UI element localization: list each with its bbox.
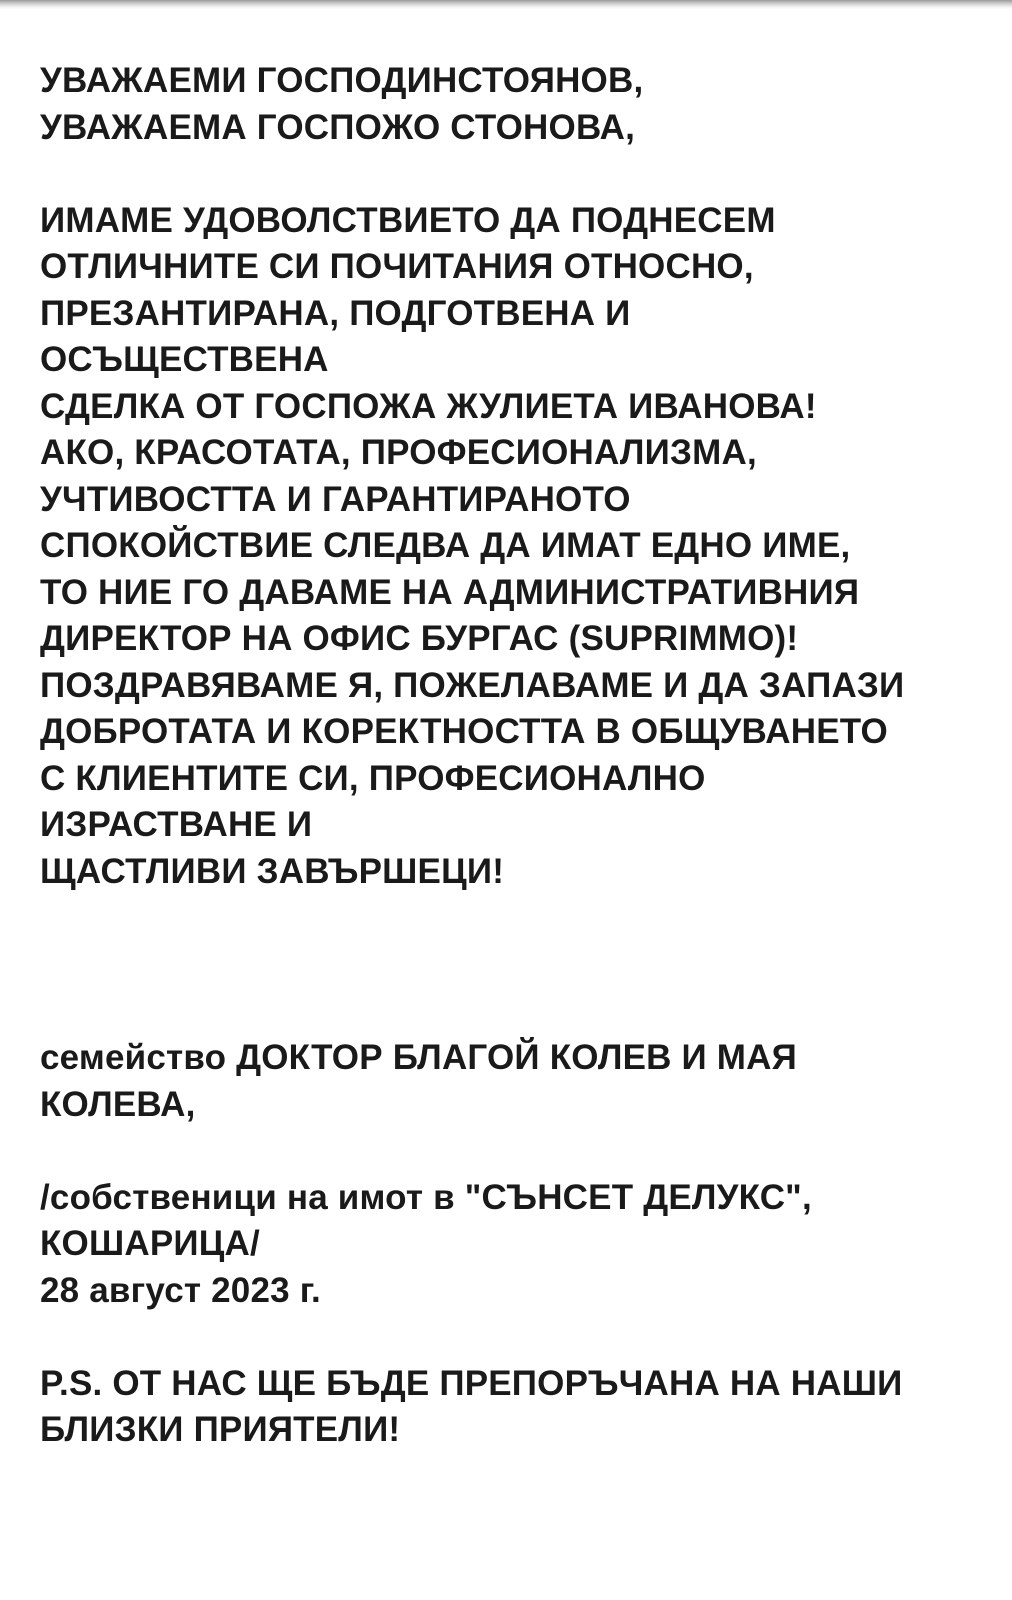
body-line: ЩАСТЛИВИ ЗАВЪРШЕЦИ!	[40, 851, 505, 891]
body-line: СПОКОЙСТВИЕ СЛЕДВА ДА ИМАТ ЕДНО ИМЕ,	[40, 526, 851, 565]
body-line: АКО, КРАСОТАТА, ПРОФЕСИОНАЛИЗМА,	[40, 433, 757, 472]
body-line: ОТЛИЧНИТЕ СИ ПОЧИТАНИЯ ОТНОСНО,	[40, 247, 754, 286]
signature-block	[40, 1035, 980, 1128]
body-line: С КЛИЕНТИТЕ СИ, ПРОФЕСИОНАЛНО	[40, 758, 706, 798]
body-line: ДИРЕКТОР НА ОФИС БУРГАС (SUPRIMMO)!	[40, 619, 799, 658]
postscript-line: P.S. ОТ НАС ЩЕ БЪДЕ ПРЕПОРЪЧАНА НА НАШИ	[40, 1363, 903, 1403]
body-block	[40, 198, 980, 896]
top-shadow-edge	[0, 0, 1012, 9]
greeting-block	[40, 58, 980, 151]
body-line: ИЗРАСТВАНЕ И	[40, 805, 313, 844]
greeting-line: УВАЖАЕМА ГОСПОЖО СТОНОВА,	[40, 107, 636, 147]
owners-line: КОШАРИЦА/	[40, 1224, 260, 1263]
body-line: ПРЕЗАНТИРАНА, ПОДГОТВЕНА И	[40, 293, 631, 333]
body-line: ОСЪЩЕСТВЕНА	[40, 340, 329, 379]
owners-line: /собственици на имот в "СЪНСЕТ ДЕЛУКС",	[40, 1177, 812, 1217]
body-line: ТО НИЕ ГО ДАВАМЕ НА АДМИНИСТРАТИВНИЯ	[40, 572, 860, 612]
letter-text	[40, 58, 980, 1454]
body-line: ИМАМЕ УДОВОЛСТВИЕТО ДА ПОДНЕСЕМ	[40, 200, 776, 240]
body-line: ПОЗДРАВЯВАМЕ Я, ПОЖЕЛАВАМЕ И ДА ЗАПАЗИ	[40, 665, 905, 705]
body-line: ДОБРОТАТА И КОРЕКТНОСТТА В ОБЩУВАНЕТО	[40, 712, 888, 751]
postscript-block	[40, 1361, 980, 1454]
date-line: 28 август 2023 г.	[40, 1270, 321, 1310]
signature-line: семейство ДОКТОР БЛАГОЙ КОЛЕВ И МАЯ	[40, 1038, 797, 1077]
postscript-line: БЛИЗКИ ПРИЯТЕЛИ!	[40, 1410, 401, 1449]
owners-block	[40, 1175, 980, 1315]
body-line: СДЕЛКА ОТ ГОСПОЖА ЖУЛИЕТА ИВАНОВА!	[40, 386, 817, 426]
body-line: УЧТИВОСТТА И ГАРАНТИРАНОТО	[40, 479, 631, 519]
signature-line: КОЛЕВА,	[40, 1084, 196, 1124]
greeting-line: УВАЖАЕМИ ГОСПОДИНСТОЯНОВ,	[40, 61, 644, 100]
